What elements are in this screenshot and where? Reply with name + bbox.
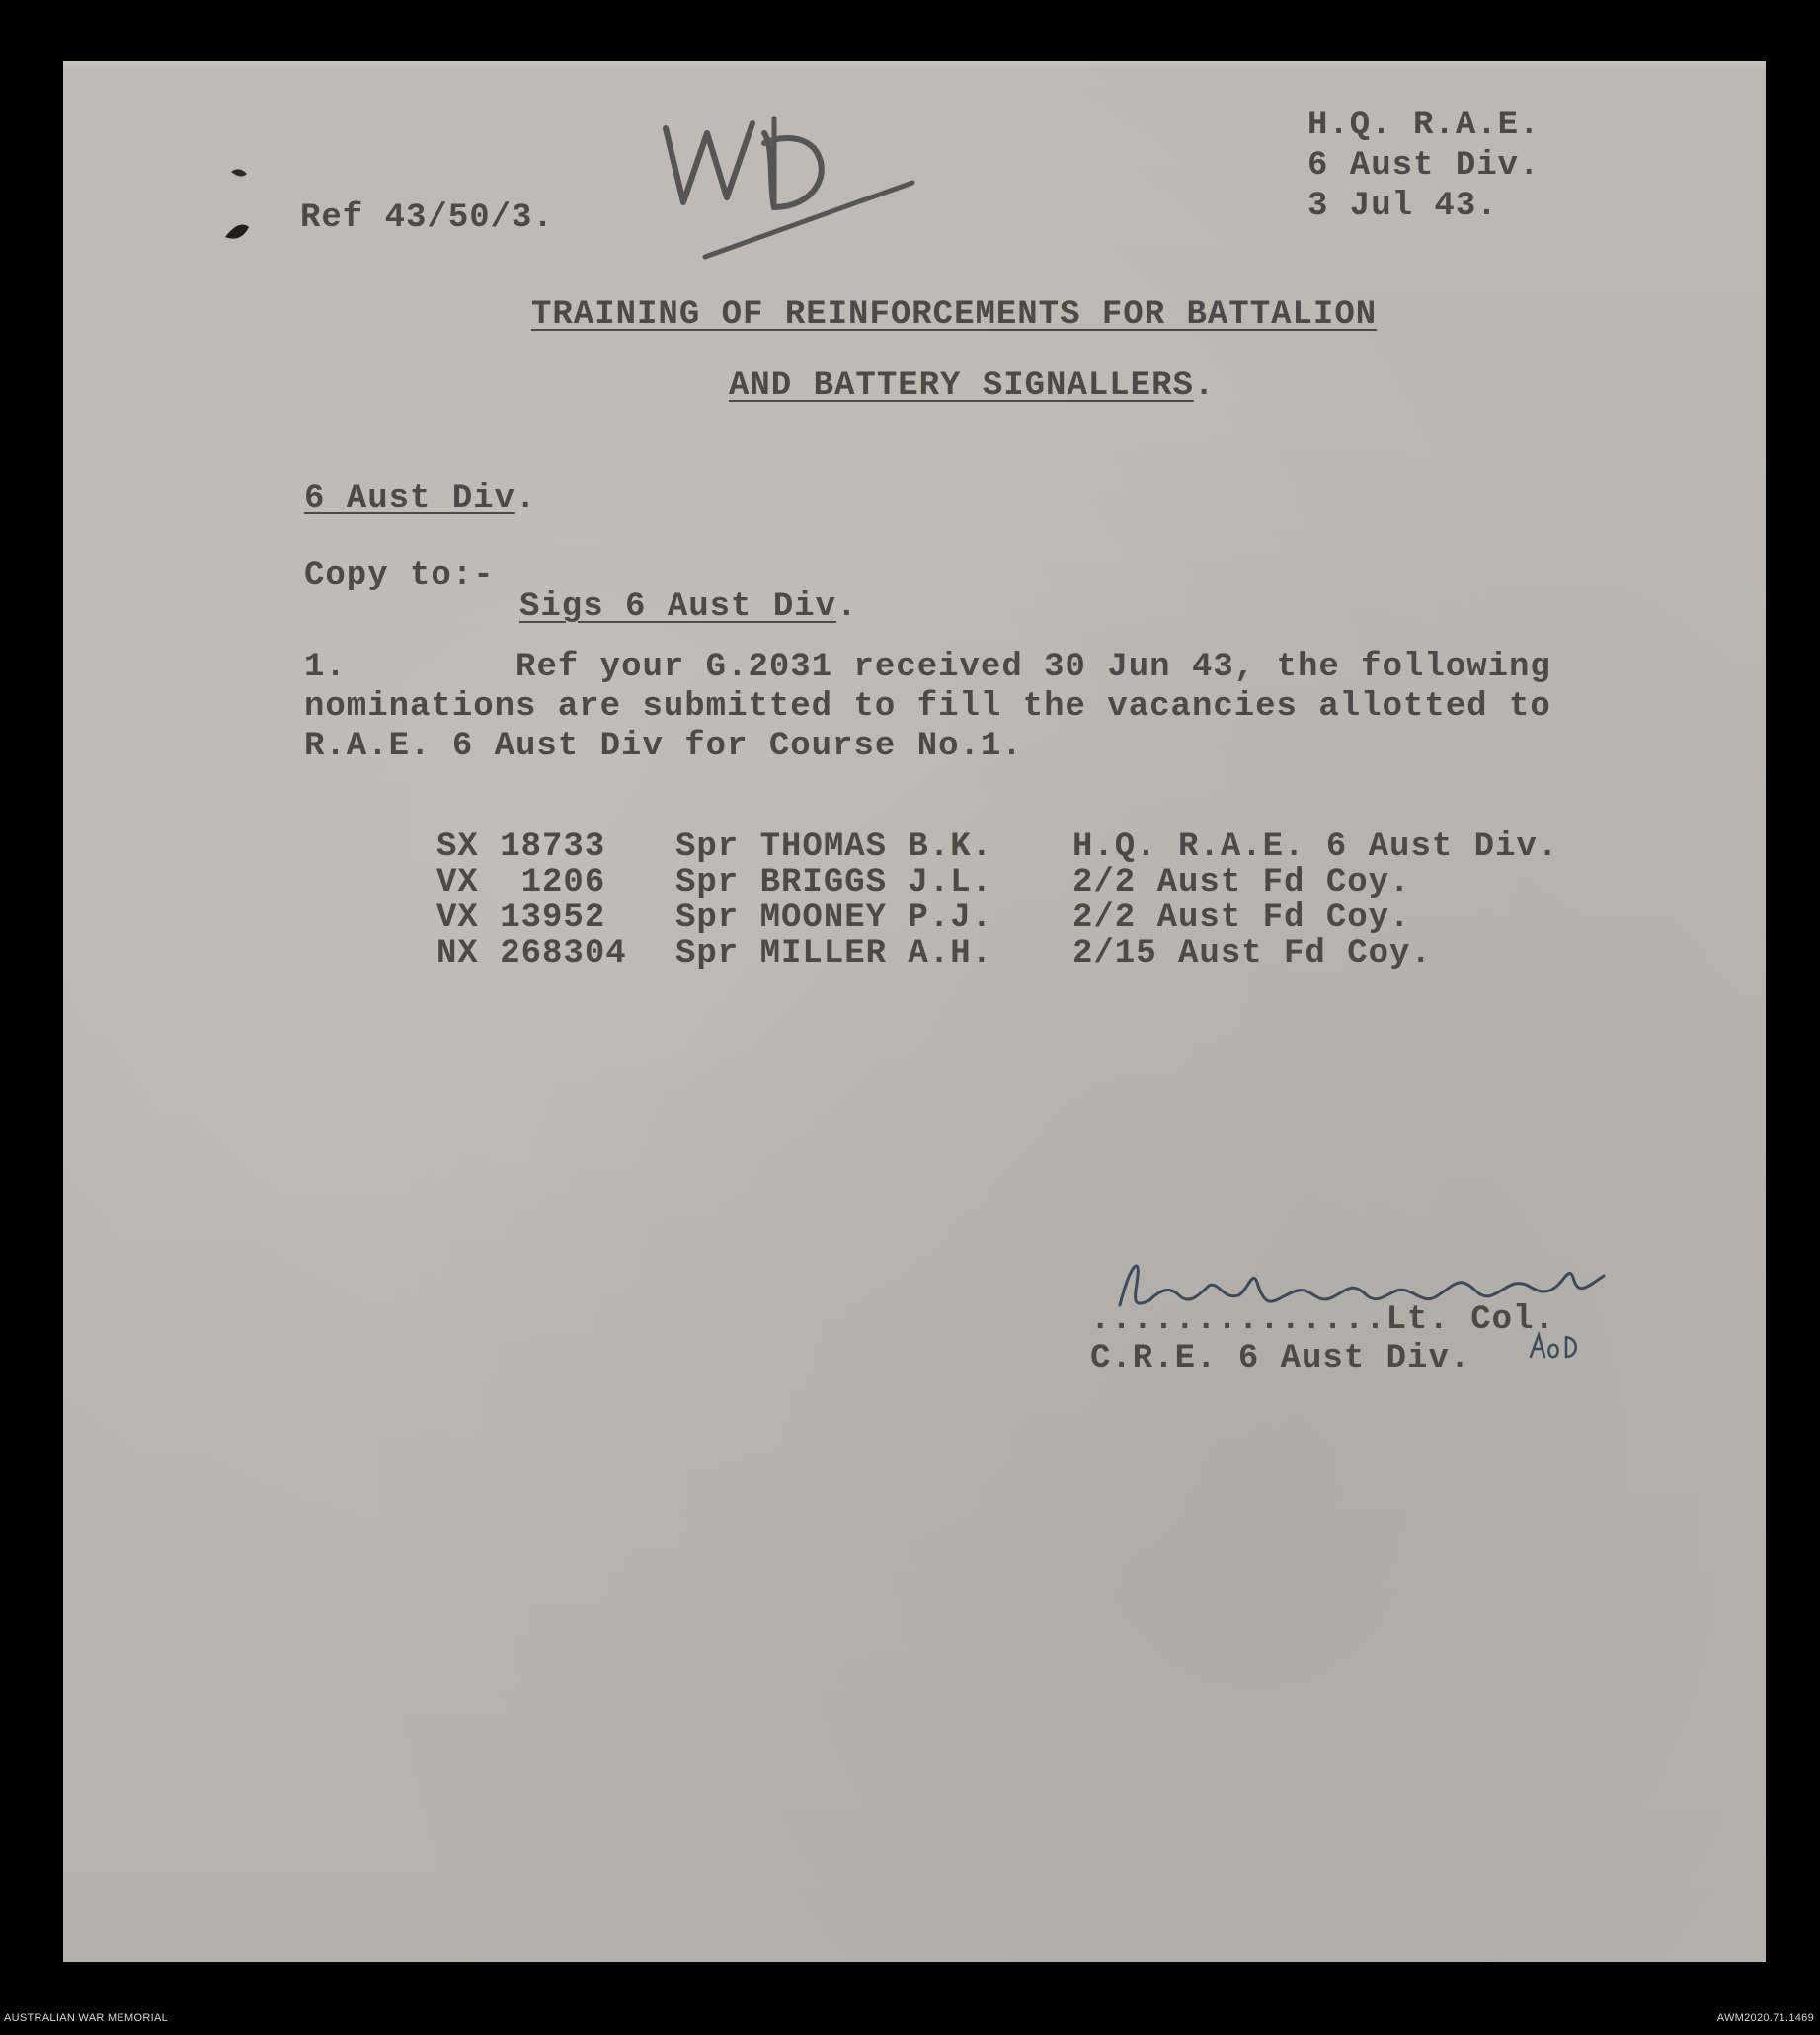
office-line-1: H.Q. R.A.E. [1307, 107, 1541, 144]
nomination-name: Spr BRIGGS J.L. [675, 864, 993, 901]
nomination-number: SX 18733 [436, 828, 606, 866]
nomination-unit: H.Q. R.A.E. 6 Aust Div. [1072, 828, 1559, 866]
document-date: 3 Jul 43. [1307, 188, 1498, 225]
addressee-period: . [515, 480, 537, 517]
reference-number: Ref 43/50/3. [300, 199, 554, 237]
signature-rank-line: ..............Lt. Col. [1090, 1301, 1555, 1339]
nomination-number: VX 13952 [436, 900, 606, 937]
nomination-name: Spr THOMAS B.K. [675, 828, 993, 866]
nomination-unit: 2/2 Aust Fd Coy. [1072, 864, 1411, 901]
document-sheet [63, 61, 1766, 1962]
nomination-number: NX 268304 [436, 935, 627, 973]
punch-hole-marks [211, 152, 271, 271]
nomination-unit: 2/2 Aust Fd Coy. [1072, 900, 1411, 937]
handwritten-initials [1525, 1327, 1594, 1367]
copy-to-recipient-text: Sigs 6 Aust Div [519, 588, 837, 626]
nomination-name: Spr MILLER A.H. [675, 935, 993, 973]
paragraph-number: 1. [304, 649, 347, 686]
paragraph-line-2: nominations are submitted to fill the vacancies allotted to [304, 688, 1551, 726]
title-line-2 [729, 367, 1215, 405]
footer-credit: AUSTRALIAN WAR MEMORIAL [4, 2012, 169, 2024]
office-line-2: 6 Aust Div. [1307, 147, 1541, 185]
nomination-name: Spr MOONEY P.J. [675, 900, 993, 937]
title-period: . [1193, 367, 1216, 405]
paragraph-line-1: Ref your G.2031 received 30 Jun 43, the following [515, 649, 1551, 686]
copy-to-period: . [836, 588, 858, 626]
title-line-2-text: AND BATTERY SIGNALLERS [729, 367, 1194, 405]
nomination-number: VX 1206 [436, 864, 606, 901]
handwritten-wd-mark [626, 89, 952, 306]
paper-edge [63, 61, 1766, 69]
copy-to-recipient [519, 588, 857, 626]
paragraph-line-3: R.A.E. 6 Aust Div for Course No.1. [304, 728, 1023, 765]
footer-catalogue-id: AWM2020.71.1469 [1716, 2012, 1814, 2024]
copy-to-label: Copy to:- [304, 557, 495, 594]
paragraph-1 [304, 648, 1551, 766]
addressee-text: 6 Aust Div [304, 480, 516, 517]
signature-role-line: C.R.E. 6 Aust Div. [1090, 1340, 1471, 1377]
addressee [304, 480, 536, 517]
title-line-1 [531, 296, 1377, 334]
nomination-unit: 2/15 Aust Fd Coy. [1072, 935, 1432, 973]
title-line-1-text: TRAINING OF REINFORCEMENTS FOR BATTALION [531, 296, 1378, 334]
